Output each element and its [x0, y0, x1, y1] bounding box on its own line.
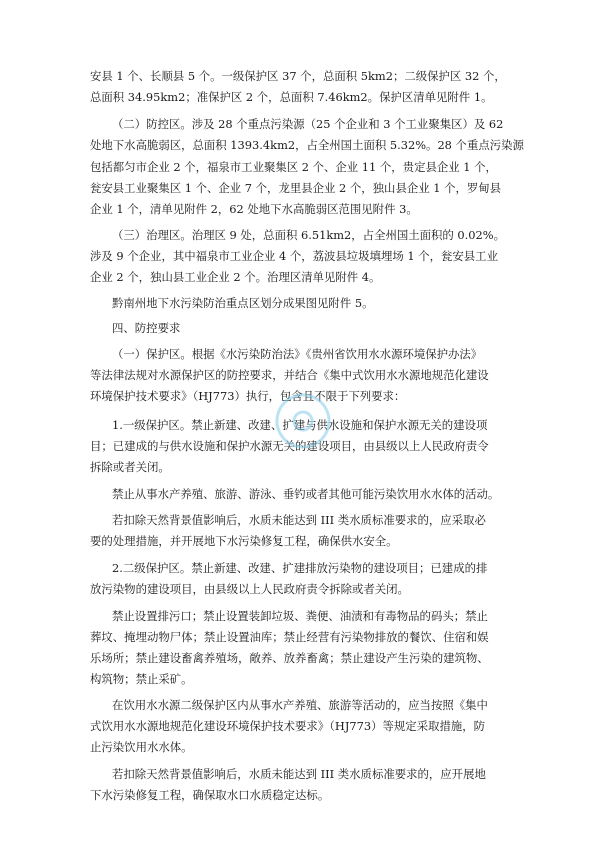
paragraph-line: 放污染物的建设项目，由县级以上人民政府责令拆除或者关闭。	[90, 582, 409, 596]
paragraph-line: 乐场所；禁止建设畜禽养殖场，敞养、放养畜禽；禁止建设产生污染的建筑物、	[90, 651, 489, 665]
paragraph-line: 瓮安县工业聚集区 1 个、企业 7 个，龙里县企业 2 个，独山县企业 1 个，罗甸县	[90, 181, 502, 195]
section-heading: 四、防控要求	[112, 321, 181, 335]
paragraph-line: 企业 1 个，清单见附件 2，62 处地下水高脆弱区范围见附件 3。	[90, 202, 418, 216]
paragraph-line: 目；已建成的与供水设施和保护水源无关的建设项目，由县级以上人民政府责令	[90, 439, 489, 453]
paragraph-line: 涉及 9 个企业，其中福泉市工业企业 4 个，荔波县垃圾填埋场 1 个，瓮安县工业	[90, 249, 498, 263]
paragraph-line: 黔南州地下水污染防治重点区划分成果图见附件 5。	[112, 296, 374, 310]
paragraph-line: 企业 2 个，独山县工业企业 2 个。治理区清单见附件 4。	[90, 270, 381, 284]
paragraph-line: 总面积 34.95km2；准保护区 2 个，总面积 7.46km2。保护区清单见附件 1。	[90, 90, 493, 104]
paragraph-line: 禁止从事水产养殖、旅游、游泳、垂钓或者其他可能污染饮用水水体的活动。	[112, 487, 500, 501]
paragraph-line: 若扣除天然背景值影响后，水质未能达到 III 类水质标准要求的，应开展地	[112, 767, 486, 781]
paragraph-line: 等法律法规对水源保护区的防控要求，并结合《集中式饮用水水源地规范化建设	[90, 368, 489, 382]
paragraph-line: （二）防控区。涉及 28 个重点污染源（25 个企业和 3 个工业聚集区）及 62	[112, 117, 504, 131]
paragraph-line: 要的处理措施，并开展地下水污染修复工程，确保供水安全。	[90, 534, 398, 548]
paragraph-line: 包括都匀市企业 2 个，福泉市工业聚集区 2 个、企业 11 个，贵定县企业 1 个，	[90, 160, 497, 174]
watermark-logo	[256, 374, 351, 469]
paragraph-line: 安县 1 个、长顺县 5 个。一级保护区 37 个，总面积 5km2；二级保护区 32 个，	[90, 69, 506, 83]
paragraph-line: 式饮用水水源地规范化建设环境保护技术要求》（HJ773）等规定采取措施，防	[90, 719, 486, 733]
paragraph-line: 处地下水高脆弱区，总面积 1393.4km2，占全州国土面积 5.32%。28 个重点污染源	[90, 138, 524, 152]
paragraph-line: 若扣除天然背景值影响后，水质未能达到 III 类水质标准要求的，应采取必	[112, 513, 486, 527]
paragraph-line: 环境保护技术要求》（HJ773）执行，包含且不限于下列要求：	[90, 389, 406, 403]
paragraph-line: 构筑物；禁止采矿。	[90, 672, 193, 686]
paragraph-line: 2.二级保护区。禁止新建、改建、扩建排放污染物的建设项目；已建成的排	[112, 561, 488, 575]
paragraph-line: （三）治理区。治理区 9 处，总面积 6.51km2，占全州国土面积的 0.02%。	[112, 228, 505, 242]
paragraph-line: 葬坟、掩埋动物尸体；禁止设置油库；禁止经营有污染物排放的餐饮、住宿和娱	[90, 630, 489, 644]
paragraph-line: 禁止设置排污口；禁止设置装卸垃圾、粪便、油渍和有毒物品的码头；禁止	[112, 609, 488, 623]
paragraph-line: 拆除或者关闭。	[90, 460, 170, 474]
paragraph-line: 下水污染修复工程，确保取水口水质稳定达标。	[90, 788, 330, 802]
paragraph-line: 1.一级保护区。禁止新建、改建、扩建与供水设施和保护水源无关的建设项	[112, 418, 488, 432]
paragraph-line: 止污染饮用水水体。	[90, 740, 193, 754]
paragraph-line: （一）保护区。根据《水污染防治法》《贵州省饮用水水源环境保护办法》	[112, 347, 483, 361]
paragraph-line: 在饮用水水源二级保护区内从事水产养殖、旅游等活动的，应当按照《集中	[112, 698, 488, 712]
